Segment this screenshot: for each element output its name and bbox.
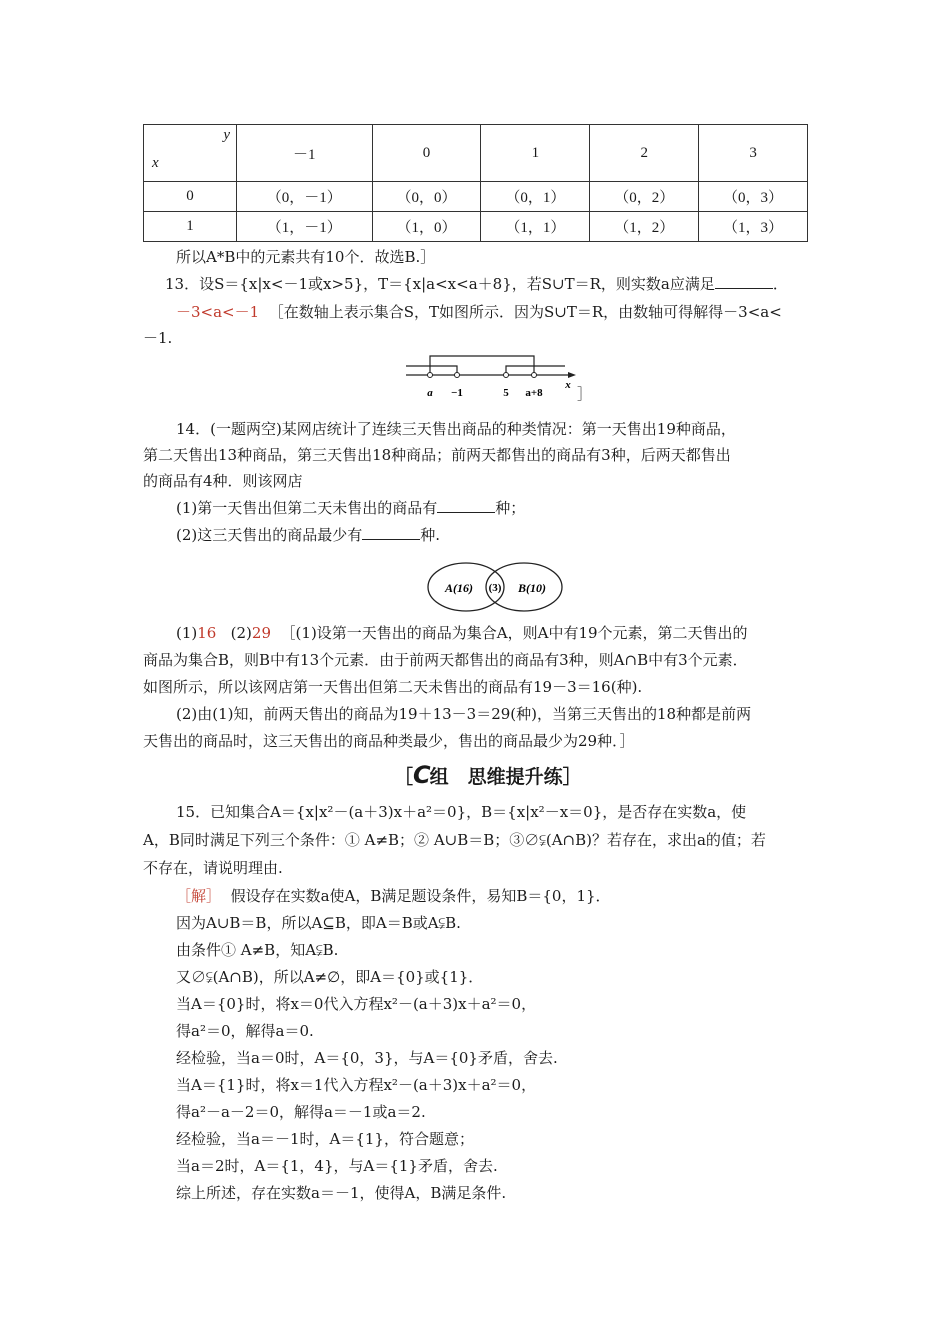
table-conclusion: 所以A*B中的元素共有10个．故选B.］ — [176, 248, 436, 266]
table-cell: （0，－1） — [237, 182, 373, 212]
table-cell: （1，3） — [699, 212, 808, 242]
axis-arrow — [568, 372, 576, 378]
table-cell: （0，0） — [372, 182, 481, 212]
table-corner — [144, 125, 237, 182]
venn-label-B: B(10) — [518, 581, 546, 595]
q15-solution-line: 当a＝2时，A＝{1，4}，与A＝{1}矛盾，舍去. — [176, 1157, 498, 1175]
q15-solution-line: 又∅⫋(A∩B)，所以A≠∅，即A＝{0}或{1}． — [176, 968, 484, 986]
q13-answer-line — [176, 301, 782, 322]
table-cell: （1，－1） — [237, 212, 373, 242]
table-cell: （0，2） — [590, 182, 699, 212]
axis-label-x: x — [565, 379, 571, 391]
venn-label-A: A(16) — [445, 581, 473, 595]
open-point-5 — [504, 373, 509, 378]
q15-solution-line: 经检验，当a＝0时，A＝{0，3}，与A＝{0}矛盾，舍去. — [176, 1049, 558, 1067]
q14-answer-2: 29 — [251, 624, 271, 642]
answer-blank — [362, 525, 420, 540]
section-header: ［C组 思维提升练］ — [394, 761, 582, 789]
q14-explanation: ［(1)设第一天售出的商品为集合A，则A中有19个元素，第二天售出的 — [280, 624, 748, 642]
venn-diagram — [426, 560, 566, 614]
q15-solution-line: 当A＝{0}时，将x＝0代入方程x²－(a＋3)x＋a²＝0， — [176, 995, 537, 1013]
q13-close-bracket: ］ — [577, 385, 593, 403]
q15-solution-line: ［解］ 假设存在实数a使A，B满足题设条件，易知B＝{0，1}． — [176, 887, 611, 905]
q15-question: 15．已知集合A＝{x|x²－(a＋3)x＋a²＝0}，B＝{x|x²－x＝0}，是否存在实数a，使 — [176, 803, 747, 821]
table-row — [144, 212, 808, 242]
q14-line: 的商品有4种．则该网店 — [143, 472, 303, 490]
number-line-figure — [400, 350, 600, 402]
col-header: 1 — [481, 125, 590, 182]
table-cell: （1，2） — [590, 212, 699, 242]
axis-label-a8: a+8 — [525, 387, 543, 399]
q14-sub1: (1)第一天售出但第二天未售出的商品有 种； — [176, 499, 526, 517]
corner-y-label: y — [223, 127, 230, 143]
open-point-neg1 — [455, 373, 460, 378]
row-header: 0 — [144, 182, 237, 212]
table-cell: （1，1） — [481, 212, 590, 242]
table-row — [144, 182, 808, 212]
q14-sub2: (2)这三天售出的商品最少有 种. — [176, 526, 441, 544]
axis-label-5: 5 — [503, 387, 509, 399]
q15-solution-line: 得a²－a－2＝0，解得a＝－1或a＝2. — [176, 1103, 426, 1121]
product-table — [143, 124, 808, 242]
q15-solution-line: 经检验，当a＝－1时，A＝{1}，符合题意； — [176, 1130, 474, 1148]
section-title: 组 思维提升练 — [429, 766, 563, 788]
section-letter: C — [413, 761, 430, 789]
solution-tag: ［解］ — [176, 887, 222, 905]
table-cell: （0，1） — [481, 182, 590, 212]
q15-solution-line: 当A＝{1}时，将x＝1代入方程x²－(a＋3)x＋a²＝0， — [176, 1076, 537, 1094]
q14-answer-1: 16 — [197, 624, 217, 642]
q14-explanation: 天售出的商品时，这三天售出的商品种类最少，售出的商品最少为29种．］ — [143, 732, 635, 750]
q14-answer-line: (1)16 (2)29 ［(1)设第一天售出的商品为集合A，则A中有19个元素，第二天售出的 — [176, 624, 748, 642]
q13-explanation: ［在数轴上表示集合S，T如图所示．因为S∪T＝R，由数轴可得解得－3<a< — [268, 303, 782, 321]
venn-label-intersection: (3) — [488, 582, 502, 594]
q14-explanation: (2)由(1)知，前两天售出的商品为19＋13－3＝29(种)，当第三天售出的18种都是前两 — [176, 705, 752, 723]
col-header: 0 — [372, 125, 481, 182]
table-cell: （1，0） — [372, 212, 481, 242]
table-cell: （0，3） — [699, 182, 808, 212]
axis-label-neg1: −1 — [451, 387, 463, 399]
q14-line: 14．(一题两空)某网店统计了连续三天售出商品的种类情况：第一天售出19种商品， — [176, 420, 736, 438]
q14-explanation: 商品为集合B，则B中有13个元素．由于前两天都售出的商品有3种，则A∩B中有3个元素． — [143, 651, 748, 669]
answer-blank — [437, 498, 495, 513]
open-point-a — [428, 373, 433, 378]
q15-solution-line: 因为A∪B＝B，所以A⊆B，即A＝B或A⫋B. — [176, 914, 461, 932]
q15-solution-line: 得a²＝0，解得a＝0. — [176, 1022, 314, 1040]
row-header: 1 — [144, 212, 237, 242]
corner-x-label: x — [152, 155, 159, 171]
axis-label-a: a — [427, 387, 433, 399]
q15-solution-line: 由条件① A≠B，知A⫋B. — [176, 941, 339, 959]
q14-line: 第二天售出13种商品，第三天售出18种商品；前两天都售出的商品有3种，后两天都售出 — [143, 446, 731, 464]
q15-question: A，B同时满足下列三个条件：① A≠B；② A∪B＝B；③∅⫋(A∩B)？若存在，求出a的值；若 — [143, 831, 766, 849]
q13-explanation-cont: －1. — [143, 329, 173, 347]
answer-blank — [715, 274, 773, 289]
col-header: 2 — [590, 125, 699, 182]
col-header: －1 — [237, 125, 373, 182]
q14-explanation: 如图所示，所以该网店第一天售出但第二天未售出的商品有19－3＝16(种). — [143, 678, 643, 696]
q15-question: 不存在，请说明理由. — [143, 859, 283, 877]
q13-question: 13．设S＝{x|x<－1或x>5}，T＝{x|a<x<a＋8}，若S∪T＝R，则实数a应满足 ． — [165, 275, 788, 293]
q15-solution-line: 综上所述，存在实数a＝－1，使得A，B满足条件. — [176, 1184, 507, 1202]
open-point-a8 — [532, 373, 537, 378]
q13-answer: －3<a<－1 — [176, 303, 260, 321]
col-header: 3 — [699, 125, 808, 182]
